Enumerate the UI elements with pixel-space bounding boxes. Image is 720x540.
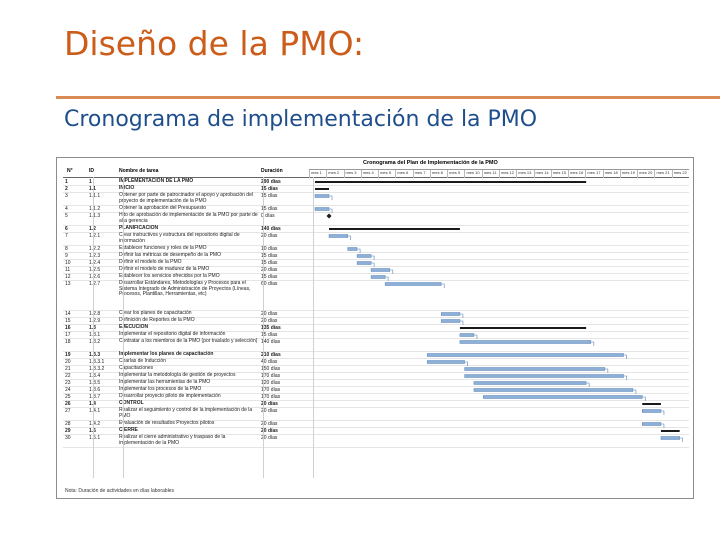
task-id: 1.2.3 (89, 253, 101, 259)
task-duration: 60 días (261, 281, 278, 287)
header-duration: Duración (261, 168, 283, 174)
task-id: 1.3 (89, 325, 96, 331)
task-duration: 135 días (261, 325, 281, 331)
task-number: 29 (65, 428, 71, 434)
task-bar (474, 389, 633, 392)
month-label: mes 2 (326, 170, 343, 178)
header-task-name: Nombre de tarea (119, 168, 159, 174)
task-id: 1.3.3.2 (89, 366, 105, 372)
task-duration: 170 días (261, 387, 281, 393)
task-name: Crear instructivos y estructura del repositorio digital de información (119, 232, 240, 244)
task-name: Obtener la aprobación del Presupuesto (119, 205, 207, 211)
title-divider (56, 96, 720, 99)
month-label: mes 22 (672, 170, 689, 178)
task-bar (371, 269, 390, 272)
task-name: Realizar el seguimiento y control de la implementación de la PMO (119, 407, 253, 419)
task-name: Establecer funciones y roles de la PMO (119, 245, 207, 251)
task-number: 10 (65, 260, 71, 266)
task-name: PLANIFICACION (119, 225, 159, 231)
task-id: 1.5 (89, 428, 96, 434)
month-label: mes 1 (309, 170, 326, 178)
task-number: 8 (65, 246, 68, 252)
task-name: Realizar el cierre administrativo y traspaso de la implementación de la PMO (119, 434, 226, 446)
task-duration: 20 días (261, 267, 278, 273)
task-duration: 120 días (261, 380, 281, 386)
task-number: 27 (65, 408, 71, 414)
month-label: mes 7 (413, 170, 430, 178)
task-number: 20 (65, 359, 71, 365)
task-number: 13 (65, 281, 71, 287)
dependency-arrow (474, 335, 477, 339)
task-number: 16 (65, 325, 71, 331)
task-bar (329, 235, 348, 238)
task-duration: 15 días (261, 260, 278, 266)
dependency-arrow (371, 256, 374, 260)
task-bar (315, 208, 329, 211)
task-duration: 20 días (261, 318, 278, 324)
task-id: 1.5.1 (89, 435, 101, 441)
task-name: Implementar los procesos de la PMO (119, 386, 202, 392)
task-name: Obtener por parte de patrocinador el apoyo y aprobación del proyecto de implementación de la PMO (119, 192, 253, 204)
task-name: CIERRE (119, 427, 138, 433)
task-name: Charlas de Inducción (119, 358, 166, 364)
task-number: 14 (65, 311, 71, 317)
task-id: 1.2.1 (89, 233, 101, 239)
task-bar (465, 368, 605, 371)
task-number: 22 (65, 373, 71, 379)
task-id: 1.3.1 (89, 332, 101, 338)
task-number: 21 (65, 366, 71, 372)
dependency-arrow (624, 355, 627, 359)
task-duration: 210 días (261, 352, 281, 358)
task-id: 1.2.2 (89, 246, 101, 252)
dependency-arrow (661, 424, 664, 428)
column-divider (313, 177, 314, 478)
task-duration: 0 días (261, 213, 275, 219)
task-id: 1.2.9 (89, 318, 101, 324)
task-id: 1.2.4 (89, 260, 101, 266)
task-duration: 15 días (261, 274, 278, 280)
task-id: 1.2.8 (89, 311, 101, 317)
task-duration: 140 días (261, 339, 281, 345)
task-number: 3 (65, 193, 68, 199)
dependency-arrow (460, 314, 463, 318)
task-id: 1.2.6 (89, 274, 101, 280)
task-id: 1.4 (89, 401, 96, 407)
task-number: 23 (65, 380, 71, 386)
month-label: mes 21 (654, 170, 671, 178)
task-bar (460, 334, 474, 337)
task-id: 1 (89, 179, 92, 185)
column-divider (93, 177, 94, 478)
task-bar (357, 262, 371, 265)
task-duration: 290 días (261, 179, 281, 185)
task-number: 30 (65, 435, 71, 441)
task-number: 9 (65, 253, 68, 259)
task-name: CONTROL (119, 400, 144, 406)
task-duration: 170 días (261, 394, 281, 400)
task-id: 1.1.1 (89, 193, 101, 199)
task-number: 2 (65, 186, 68, 192)
month-label: mes 14 (534, 170, 551, 178)
dependency-arrow (441, 284, 444, 288)
month-label: mes 15 (551, 170, 568, 178)
task-number: 17 (65, 332, 71, 338)
task-id: 1.3.3.1 (89, 359, 105, 365)
column-divider (123, 177, 124, 478)
task-name: Implementar la metodología de gestión de proyectos (119, 372, 236, 378)
task-bar (427, 354, 623, 357)
dependency-arrow (357, 249, 360, 253)
task-bar (441, 313, 460, 316)
summary-bar (661, 430, 680, 432)
task-name: Desarrollar proyecto piloto de implementación (119, 393, 221, 399)
task-name: Contratar a los miembros de la PMO (por traslado y selección) (119, 338, 258, 344)
task-bar (441, 320, 460, 323)
dependency-arrow (680, 438, 683, 442)
month-label: mes 10 (464, 170, 481, 178)
task-number: 18 (65, 339, 71, 345)
task-name: INICIO (119, 185, 135, 191)
month-label: mes 5 (378, 170, 395, 178)
task-name: Crear los planes de capacitación (119, 310, 192, 316)
task-duration: 20 días (261, 311, 278, 317)
task-number: 15 (65, 318, 71, 324)
month-label: mes 20 (637, 170, 654, 178)
task-number: 7 (65, 233, 68, 239)
header-no: N° (67, 168, 73, 174)
task-name: EJECUCION (119, 324, 149, 330)
month-label: mes 13 (516, 170, 533, 178)
dependency-arrow (329, 209, 332, 213)
gantt-chart-title: Cronograma del Plan de Implementación de la PMO (363, 160, 498, 166)
task-name: IMPLEMENTACIÓN DE LA PMO (119, 178, 194, 184)
task-name: Evaluación de resultados Proyectos pilotos (119, 420, 215, 426)
task-duration: 20 días (261, 435, 278, 441)
task-name: Definir las métricas de desempeño de la PMO (119, 252, 221, 258)
task-duration: 40 días (261, 359, 278, 365)
task-name: Implementar las herramientas de la PMO (119, 379, 211, 385)
task-id: 1.2.7 (89, 281, 101, 287)
month-label: mes 19 (620, 170, 637, 178)
month-label: mes 11 (482, 170, 499, 178)
dependency-arrow (633, 390, 636, 394)
task-bar (483, 396, 642, 399)
task-bar (474, 382, 586, 385)
task-bar (371, 276, 385, 279)
dependency-arrow (605, 369, 608, 373)
slide-title: Diseño de la PMO: (64, 24, 365, 63)
task-id: 1.3.7 (89, 394, 101, 400)
gantt-chart (56, 157, 694, 499)
dependency-arrow (465, 362, 468, 366)
task-number: 28 (65, 421, 71, 427)
task-number: 5 (65, 213, 68, 219)
summary-bar (315, 181, 586, 183)
dependency-arrow (329, 196, 332, 200)
dependency-arrow (390, 270, 393, 274)
month-label: mes 8 (430, 170, 447, 178)
task-id: 1.3.4 (89, 373, 101, 379)
task-name: Definir el modelo de la PMO (119, 259, 182, 265)
task-id: 1.4.2 (89, 421, 101, 427)
task-duration: 20 días (261, 428, 278, 434)
month-label: mes 17 (585, 170, 602, 178)
task-duration: 20 días (261, 233, 278, 239)
summary-bar (460, 327, 586, 329)
dependency-arrow (371, 263, 374, 267)
task-name: Hito de aprobación de implementación de la PMO por parte de alta gerencia (119, 212, 258, 224)
summary-bar (329, 228, 460, 230)
dependency-arrow (624, 376, 627, 380)
task-number: 1 (65, 179, 68, 185)
task-number: 24 (65, 387, 71, 393)
task-number: 6 (65, 226, 68, 232)
dependency-arrow (460, 321, 463, 325)
milestone-marker (327, 214, 332, 219)
task-bar (357, 255, 371, 258)
task-number: 25 (65, 394, 71, 400)
task-bar (315, 195, 329, 198)
gantt-bars (57, 158, 694, 499)
summary-bar (315, 188, 329, 190)
task-id: 1.3.2 (89, 339, 101, 345)
task-id: 1.3.6 (89, 387, 101, 393)
task-id: 1.1 (89, 186, 96, 192)
month-label: mes 9 (447, 170, 464, 178)
task-duration: 15 días (261, 253, 278, 259)
task-duration: 150 días (261, 366, 281, 372)
task-number: 4 (65, 206, 68, 212)
task-bar (642, 423, 661, 426)
task-duration: 15 días (261, 193, 278, 199)
dependency-arrow (385, 277, 388, 281)
summary-bar (642, 403, 661, 405)
task-id: 1.1.2 (89, 206, 101, 212)
task-number: 12 (65, 274, 71, 280)
month-label: mes 4 (361, 170, 378, 178)
month-label: mes 18 (603, 170, 620, 178)
task-duration: 15 días (261, 332, 278, 338)
task-id: 1.2.5 (89, 267, 101, 273)
task-number: 11 (65, 267, 71, 273)
month-label: mes 12 (499, 170, 516, 178)
task-bar (661, 437, 680, 440)
month-label: mes 6 (395, 170, 412, 178)
task-duration: 15 días (261, 206, 278, 212)
dependency-arrow (591, 342, 594, 346)
task-id: 1.3.3 (89, 352, 101, 358)
task-id: 1.2 (89, 226, 96, 232)
task-name: Definir el modelo de madurez de la PMO (119, 266, 210, 272)
task-duration: 15 días (261, 186, 278, 192)
task-duration: 20 días (261, 421, 278, 427)
slide-subtitle: Cronograma de implementación de la PMO (64, 107, 538, 132)
task-id: 1.1.3 (89, 213, 101, 219)
task-bar (427, 361, 464, 364)
task-id: 1.3.5 (89, 380, 101, 386)
task-duration: 10 días (261, 246, 278, 252)
task-number: 26 (65, 401, 71, 407)
task-bar (460, 341, 591, 344)
task-number: 19 (65, 352, 71, 358)
task-name: Desarrollar Estándares, Metodologías y Procesos para el Sistema Integrado de Administración de Proyectos (Líneas, Procesos, Plantillas, Herramientas, etc) (119, 280, 251, 298)
task-duration: 20 días (261, 408, 278, 414)
footnote: Nota: Duración de actividades en días laborables (65, 488, 174, 494)
dependency-arrow (586, 383, 589, 387)
task-bar (642, 410, 661, 413)
task-bar (348, 248, 357, 251)
task-duration: 140 días (261, 226, 281, 232)
task-name: Capacitaciones (119, 365, 154, 371)
dependency-arrow (661, 411, 664, 415)
month-label: mes 3 (344, 170, 361, 178)
month-label: mes 16 (568, 170, 585, 178)
task-duration: 20 días (261, 401, 278, 407)
task-duration: 170 días (261, 373, 281, 379)
task-name: Implementar el repositorio digital de información (119, 331, 226, 337)
task-id: 1.4.1 (89, 408, 101, 414)
dependency-arrow (642, 397, 645, 401)
task-name: Implementar los planes de capacitación (119, 351, 214, 357)
task-bar (465, 375, 624, 378)
column-divider (263, 177, 264, 478)
header-id: ID (89, 168, 94, 174)
task-name: Definición de Reportes de la PMO (119, 317, 195, 323)
task-bar (385, 283, 441, 286)
dependency-arrow (348, 236, 351, 240)
task-name: Establecer los servicios ofrecidos por la PMO (119, 273, 220, 279)
